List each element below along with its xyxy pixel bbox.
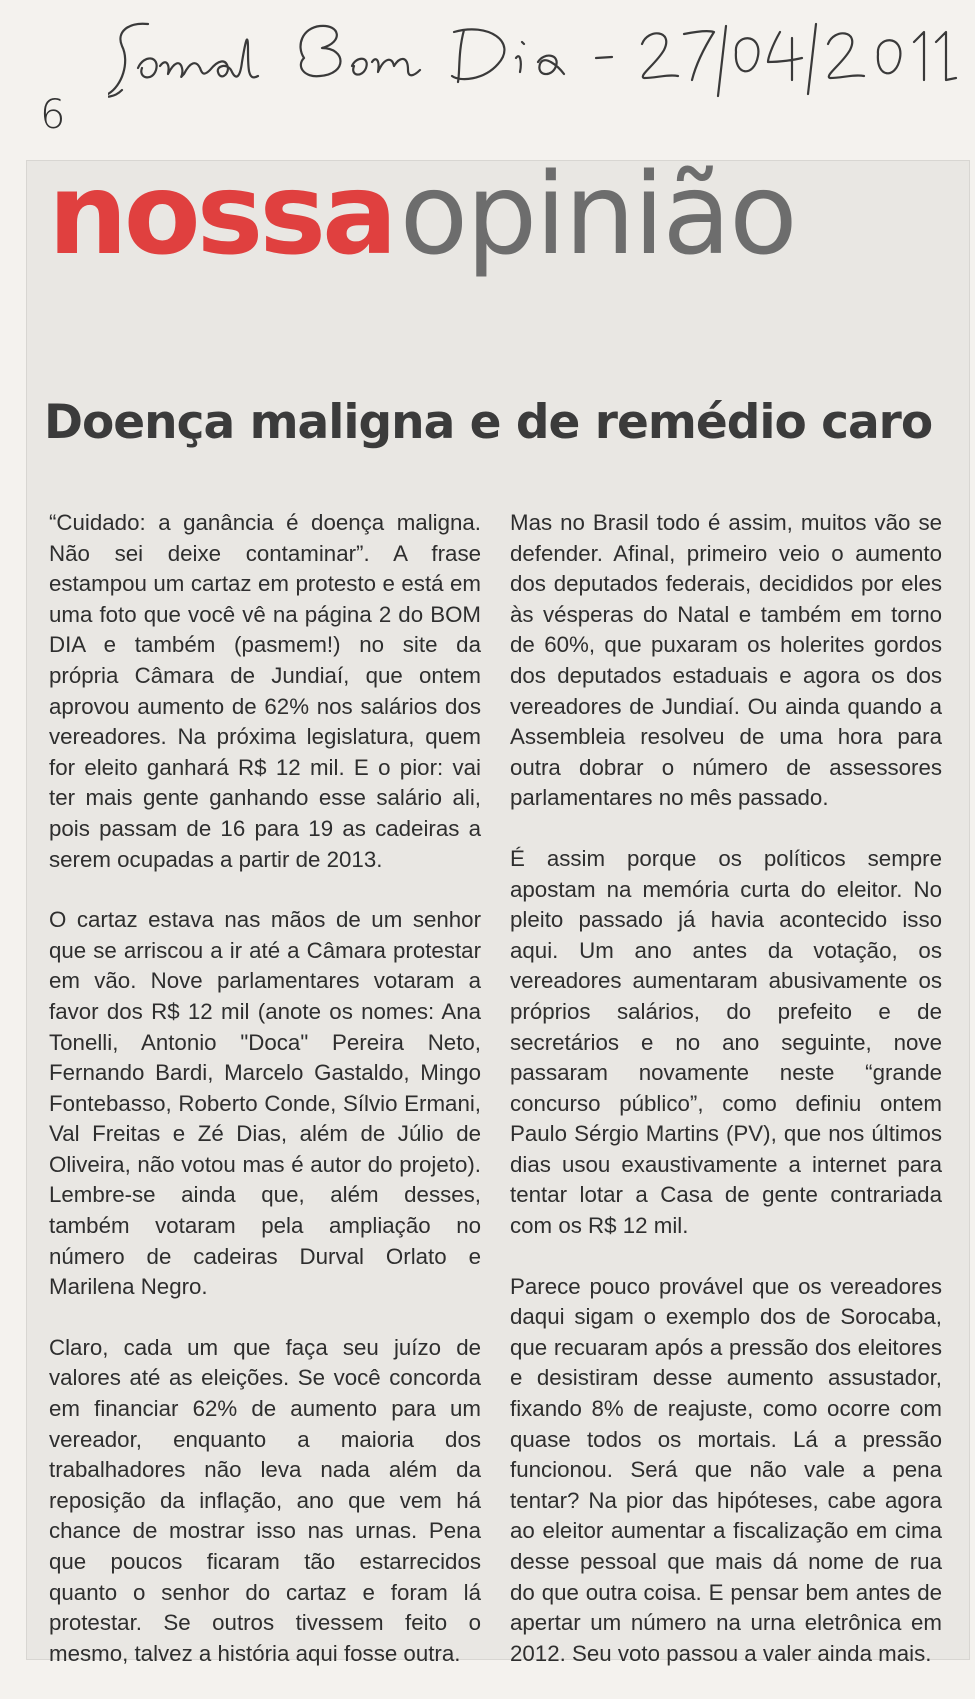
section-title-bold: nossa: [48, 150, 394, 280]
article-column-right: [510, 508, 942, 1699]
paragraph: Claro, cada um que faça seu juízo de valores até as eleições. Se você concorda em financiar 62% de aumento para um vereador, enquanto a maioria dos trabalhadores não leva nada além da reposição da inflação, ano que vem há chance de mostrar isso nas urnas. Pena que poucos ficaram tão estarrecidos quanto o senhor do cartaz e foram lá protestar. Se outros tivessem feito o mesmo, talvez a história aqui fosse outra.: [49, 1334, 481, 1666]
paragraph: “Cuidado: a ganância é doença maligna. Não sei deixe contaminar”. A frase estampou um cartaz em protesto e está em uma foto que você vê na página 2 do BOM DIA e também (pasmem!) no site da própria Câmara de Jundiaí, que ontem aprovou aumento de 62% nos salários dos vereadores. Na próxima legislatura, quem for eleito ganhará R$ 12 mil. E o pior: vai ter mais gente ganhando esse salário ali, pois passam de 16 para 19 as cadeiras a serem ocupadas a partir de 2013.: [49, 510, 481, 872]
paragraph: Parece pouco provável que os vereadores daqui sigam o exemplo dos de Sorocaba, que recuaram após a pressão dos eleitores e desistiram desse aumento assustador, fixando 8% de reajuste, como ocorre com quase todos os mortais. Lá a pressão funcionou. Será que não vale a pena tentar? Na pior das hipóteses, cabe agora ao eleitor aumentar a fiscalização em cima desse pessoal que mais dá nome de rua do que outra coisa. E pensar bem antes de apertar um número na urna eletrônica em 2012. Seu voto passou a valer ainda mais.: [510, 1273, 942, 1666]
article-column-left: [49, 508, 481, 1699]
handwritten-annotation: [108, 2, 968, 98]
paragraph: Mas no Brasil todo é assim, muitos vão se defender. Afinal, primeiro veio o aumento dos deputados federais, decididos por eles às vésperas do Natal e também em torno de 60%, que puxaram os holerites gordos dos deputados estaduais e agora os dos vereadores de Jundiaí. Ou ainda quando a Assembleia resolveu de uma hora para outra dobrar o número de assessores parlamentares no mês passado.: [510, 510, 942, 811]
article-headline: Doença maligna e de remédio caro: [44, 395, 933, 450]
paragraph: O cartaz estava nas mãos de um senhor que se arriscou a ir até a Câmara protestar em vão. Nove parlamentares votaram a favor dos R$ 12 mil (anote os nomes: Ana Tonelli, Antonio "Doca" Pereira Neto, Fernando Bardi, Marcelo Gastaldo, Mingo Fontebasso, Roberto Conde, Sílvio Ermani, Val Freitas e Zé Dias, além de Júlio de Oliveira, não votou mas é autor do projeto). Lembre-se ainda que, além desses, também votaram pela ampliação no número de cadeiras Durval Orlato e Marilena Negro.: [49, 907, 481, 1300]
page-number: 6: [40, 92, 66, 138]
section-masthead: [48, 150, 796, 310]
section-title-light: opinião: [399, 150, 796, 280]
paragraph: É assim porque os políticos sempre apostam na memória curta do eleitor. No pleito passado já havia acontecido isso aqui. Um ano antes da votação, os vereadores aumentaram abusivamente os próprios salários, do prefeito e de secretários e no ano seguinte, nove passaram novamente neste “grande concurso público”, como definiu ontem Paulo Sérgio Martins (PV), que nos últimos dias usou exaustivamente a internet para tentar lotar a Casa de gente contrariada com os R$ 12 mil.: [510, 845, 942, 1239]
